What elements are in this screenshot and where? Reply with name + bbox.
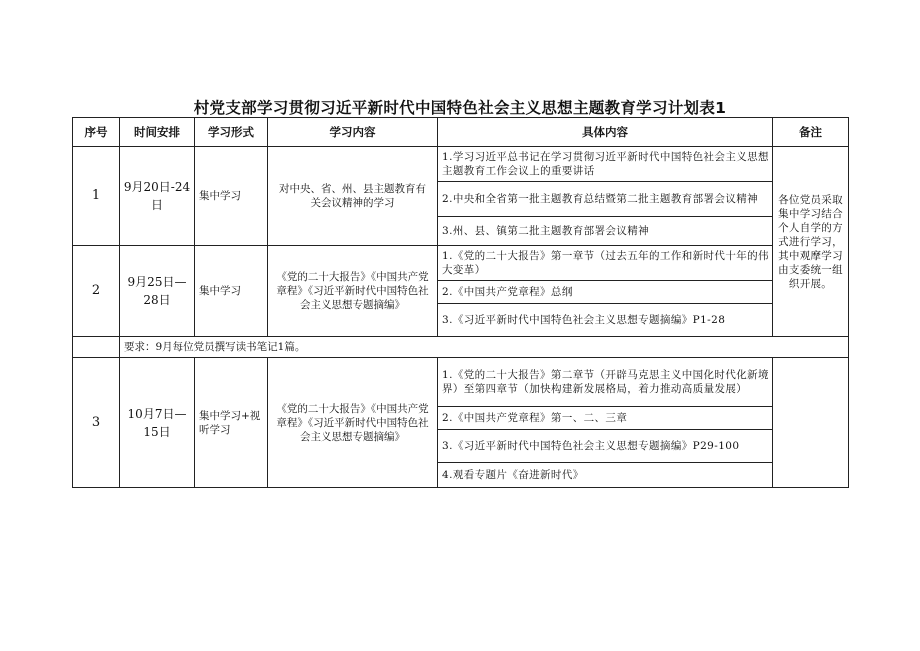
- row-number: 1: [73, 147, 120, 246]
- row-number: 3: [73, 358, 120, 488]
- time-cell: 9月25日—28日: [120, 246, 195, 337]
- table-row: [73, 358, 849, 407]
- requirement-text: 要求：9月每位党员撰写读书笔记1篇。: [120, 337, 849, 358]
- detail-item: 4.观看专题片《奋进新时代》: [438, 463, 773, 488]
- detail-item: 3.《习近平新时代中国特色社会主义思想专题摘编》P1-28: [438, 304, 773, 337]
- form-cell: 集中学习+视听学习: [195, 358, 268, 488]
- detail-item: 2.《中国共产党章程》总纲: [438, 281, 773, 304]
- note-cell: 各位党员采取集中学习结合个人自学的方式进行学习，其中观摩学习由支委统一组织开展。: [773, 147, 849, 337]
- study-plan-table: [72, 117, 849, 488]
- header-no: 序号: [73, 118, 120, 147]
- header-content: 学习内容: [268, 118, 438, 147]
- requirement-row: [73, 337, 849, 358]
- table-row: [73, 147, 849, 182]
- header-details: 具体内容: [438, 118, 773, 147]
- content-cell: 《党的二十大报告》《中国共产党章程》《习近平新时代中国特色社会主义思想专题摘编》: [268, 246, 438, 337]
- detail-item: 3.州、县、镇第二批主题教育部署会议精神: [438, 217, 773, 246]
- header-note: 备注: [773, 118, 849, 147]
- note-cell-empty: [773, 358, 849, 488]
- form-cell: 集中学习: [195, 147, 268, 246]
- detail-item: 3.《习近平新时代中国特色社会主义思想专题摘编》P29-100: [438, 430, 773, 463]
- header-time: 时间安排: [120, 118, 195, 147]
- detail-item: 2.中央和全省第一批主题教育总结暨第二批主题教育部署会议精神: [438, 182, 773, 217]
- detail-item: 1.《党的二十大报告》第二章节（开辟马克思主义中国化时代化新境界）至第四章节（加快构建新发展格局，着力推动高质量发展）: [438, 358, 773, 407]
- header-row: [73, 118, 849, 147]
- time-cell: 9月20日-24日: [120, 147, 195, 246]
- header-form: 学习形式: [195, 118, 268, 147]
- table-row: [73, 246, 849, 281]
- content-cell: 《党的二十大报告》《中国共产党章程》《习近平新时代中国特色社会主义思想专题摘编》: [268, 358, 438, 488]
- form-cell: 集中学习: [195, 246, 268, 337]
- document-title: 村党支部学习贯彻习近平新时代中国特色社会主义思想主题教育学习计划表1: [193, 99, 727, 117]
- time-cell: 10月7日—15日: [120, 358, 195, 488]
- detail-item: 2.《中国共产党章程》第一、二、三章: [438, 407, 773, 430]
- row-number: 2: [73, 246, 120, 337]
- content-cell: 对中央、省、州、县主题教育有关会议精神的学习: [268, 147, 438, 246]
- detail-item: 1.《党的二十大报告》第一章节（过去五年的工作和新时代十年的伟大变革）: [438, 246, 773, 281]
- detail-item: 1.学习习近平总书记在学习贯彻习近平新时代中国特色社会主义思想主题教育工作会议上的重要讲话: [438, 147, 773, 182]
